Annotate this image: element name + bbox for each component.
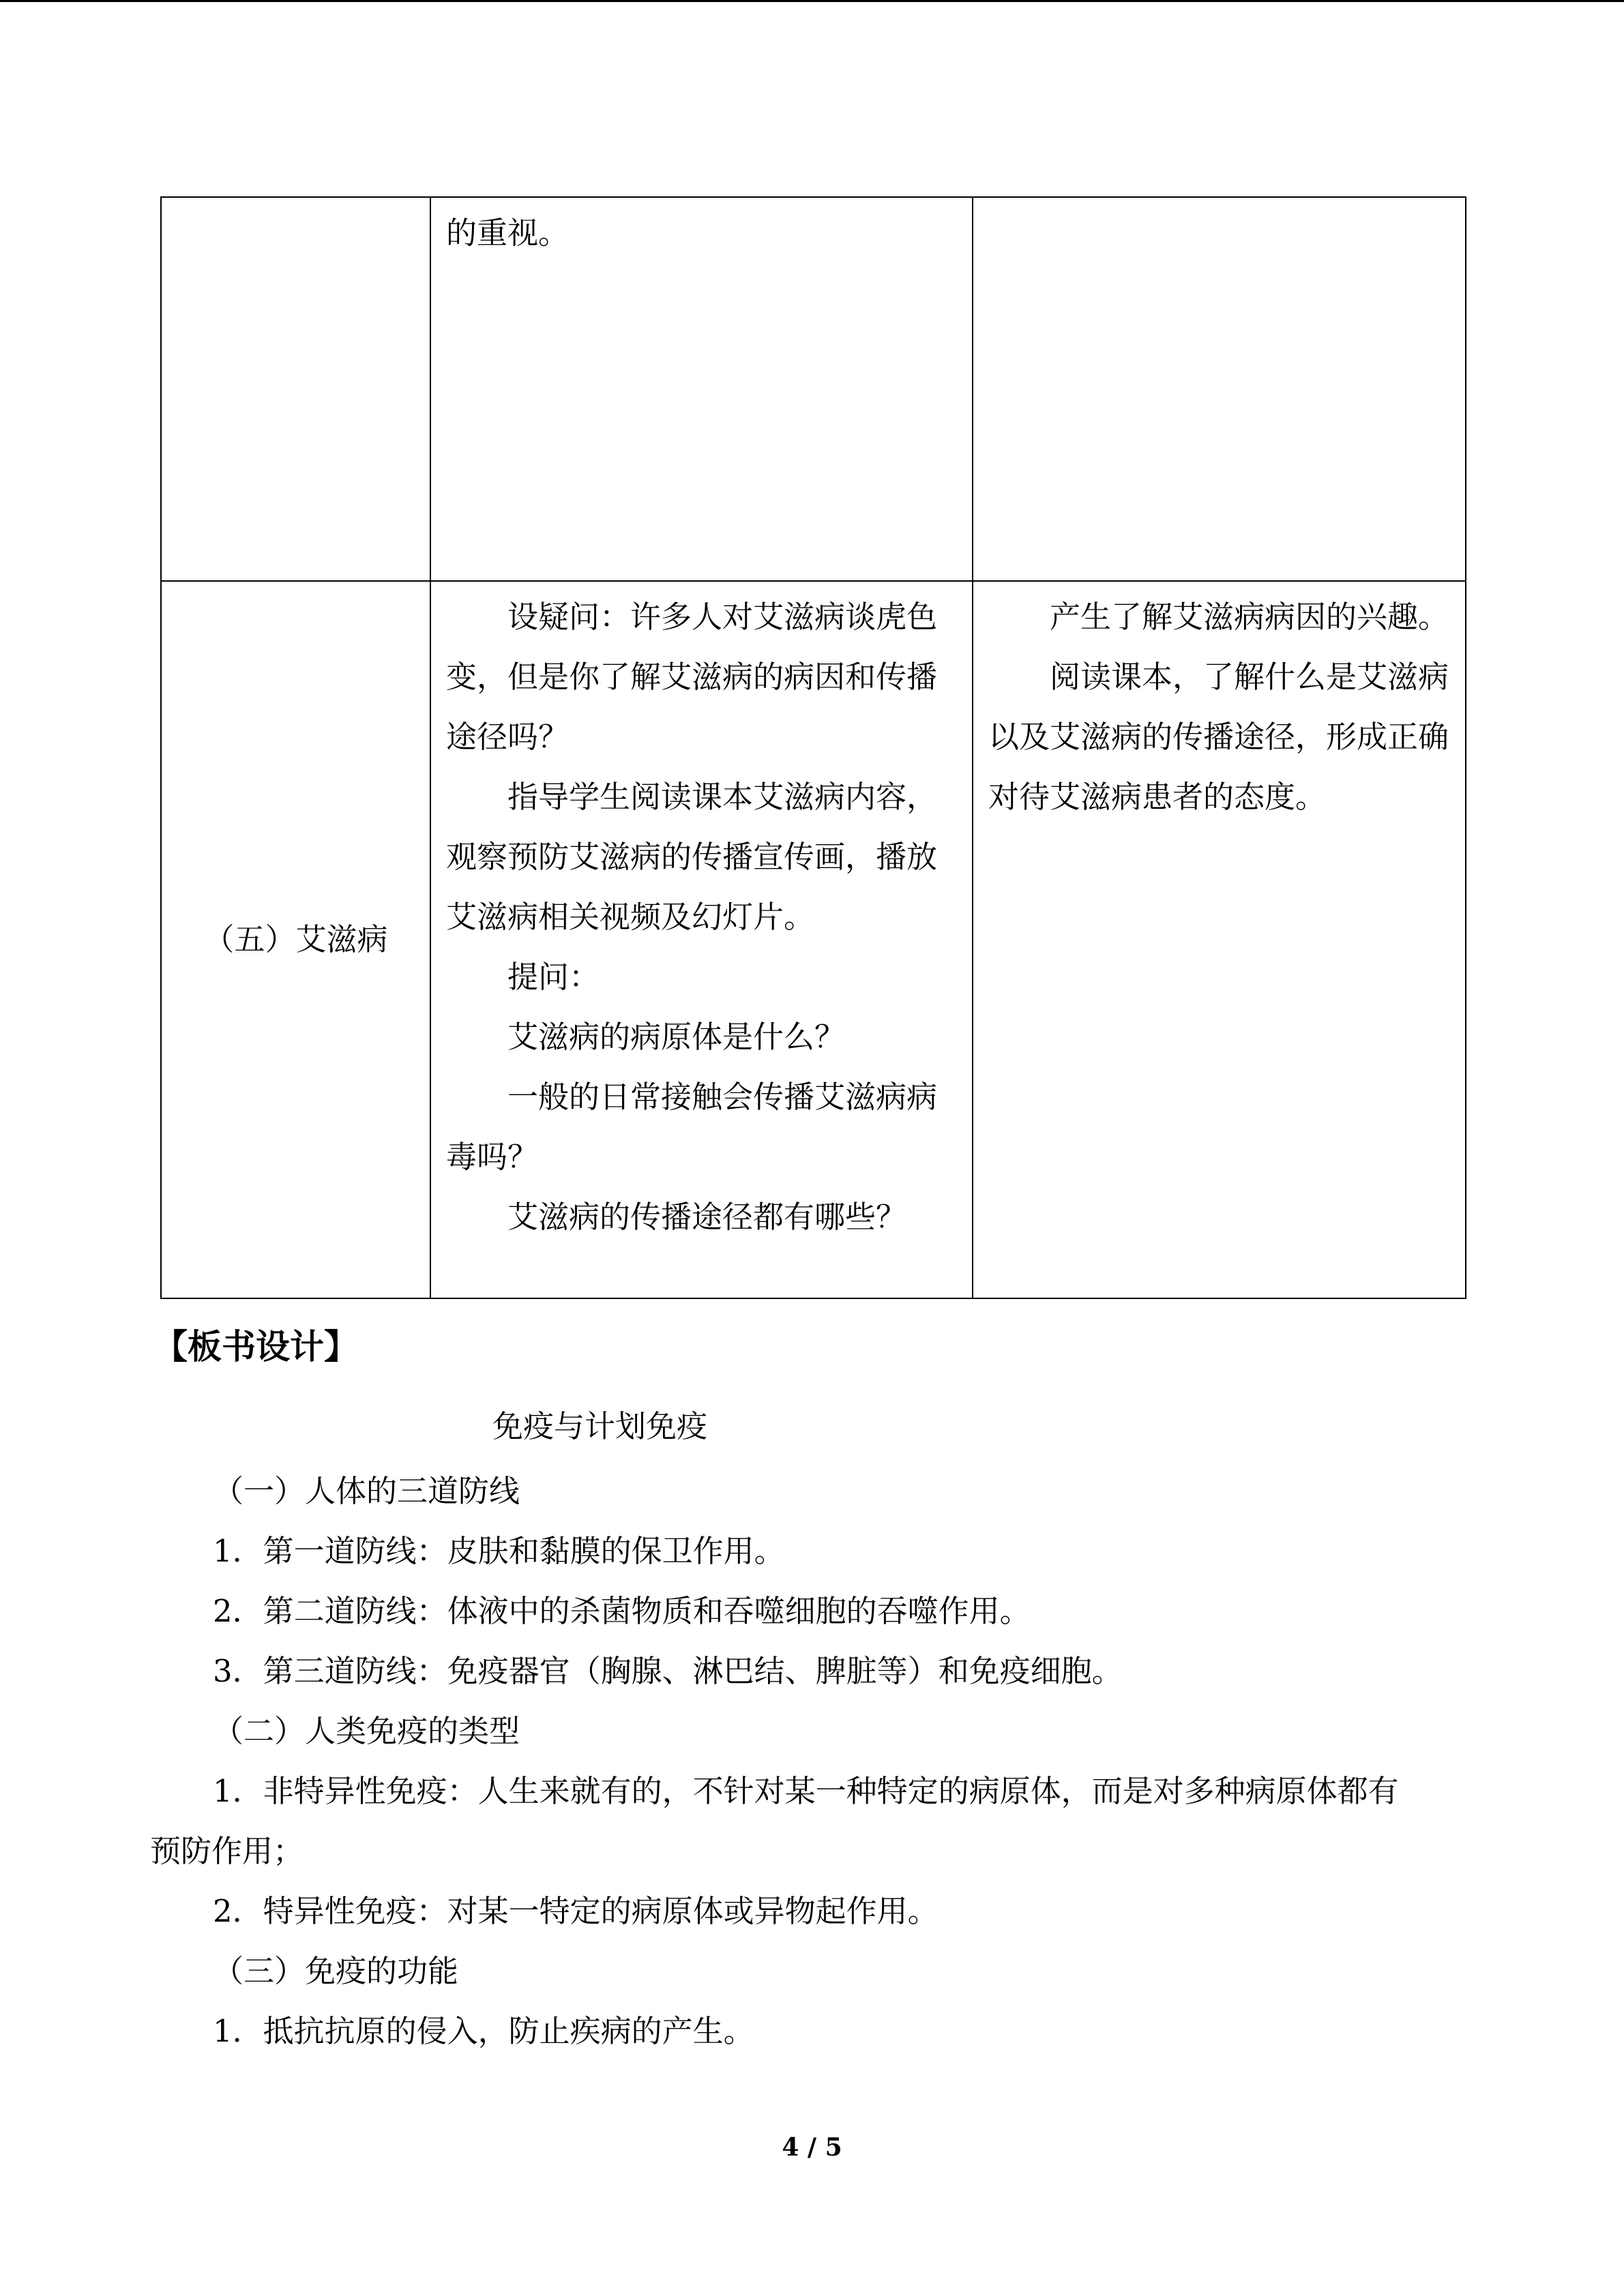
list-item: 1．非特异性免疫：人生来就有的，不针对某一种特定的病原体，而是对多种病原体都有: [213, 1773, 1399, 1809]
list-item-continuation: 预防作用；: [150, 1833, 304, 1869]
section-heading: （三）免疫的功能: [213, 1953, 459, 1989]
teacher-activity-cell: [430, 581, 973, 1298]
list-item: 2．特异性免疫：对某一特定的病原体或异物起作用。: [213, 1893, 939, 1929]
teacher-text: 艾滋病的传播途径都有哪些？: [507, 1199, 907, 1235]
list-item: 1．第一道防线：皮肤和黏膜的保卫作用。: [213, 1533, 785, 1569]
section-heading: （二）人类免疫的类型: [213, 1713, 520, 1749]
stage-cell: [161, 581, 430, 1298]
student-activity-cell: [973, 581, 1466, 1298]
stage-cell: [161, 197, 430, 581]
teacher-text: 指导学生阅读课本艾滋病内容，观察预防艾滋病的传播宣传画，播放艾滋病相关视频及幻灯片。: [446, 779, 938, 935]
list-item: 1．抵抗抗原的侵入，防止疾病的产生。: [213, 2013, 754, 2049]
teacher-activity-cell: [430, 197, 973, 581]
board-design-title: 免疫与计划免疫: [492, 1408, 708, 1444]
list-item: 3．第三道防线：免疫器官（胸腺、淋巴结、脾脏等）和免疫细胞。: [213, 1653, 1123, 1689]
board-design-content: [150, 1461, 1473, 2061]
list-item: 2．第二道防线：体液中的杀菌物质和吞噬细胞的吞噬作用。: [213, 1593, 1031, 1629]
stage-label: （五）艾滋病: [203, 921, 388, 957]
page-number: 4 / 5: [782, 2133, 842, 2162]
page-top-border: [0, 0, 1624, 2]
student-text: 阅读课本，了解什么是艾滋病以及艾滋病的传播途径，形成正确对待艾滋病患者的态度。: [988, 659, 1449, 815]
teacher-text: 艾滋病的病原体是什么？: [507, 1019, 846, 1055]
teacher-text: 提问：: [507, 959, 600, 995]
section-heading: （一）人体的三道防线: [213, 1473, 520, 1509]
student-text: 产生了解艾滋病病因的兴趣。: [1050, 599, 1449, 635]
teacher-text: 一般的日常接触会传播艾滋病病毒吗？: [446, 1079, 938, 1175]
table-row: [161, 197, 1466, 581]
student-activity-cell: [973, 197, 1466, 581]
board-design-heading: 【板书设计】: [153, 1327, 358, 1367]
lesson-table: [160, 196, 1466, 1299]
table-row: [161, 581, 1466, 1298]
teacher-text: 设疑问：许多人对艾滋病谈虎色变，但是你了解艾滋病的病因和传播途径吗？: [446, 599, 938, 755]
teacher-text: 的重视。: [446, 215, 570, 251]
